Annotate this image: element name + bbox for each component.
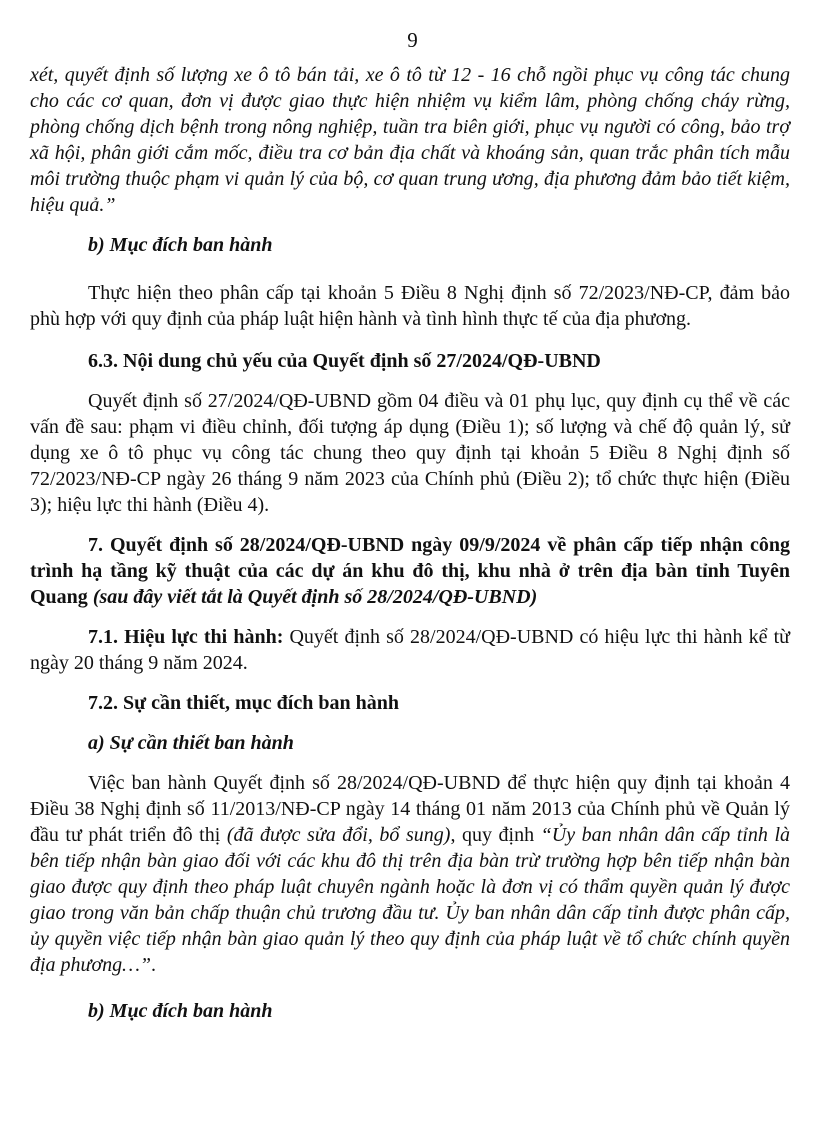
paragraph-6-3: Quyết định số 27/2024/QĐ-UBND gồm 04 điều và 01 phụ lục, quy định cụ thể về các vấn đề sau: phạm vi điều chỉnh, đối tượng áp dụng (Điều 1); số lượng và chế độ quản lý, sử dụng xe ô tô phục vụ công tác chung theo quy định tại khoản 5 Điều 8 Nghị định số 72/2023/NĐ-CP ngày 26 tháng 9 năm 2023 của Chính phủ (Điều 2); tổ chức thực hiện (Điều 3); hiệu lực thi hành (Điều 4). [30, 390, 790, 516]
quote-continuation: xét, quyết định số lượng xe ô tô bán tải, xe ô tô từ 12 - 16 chỗ ngồi phục vụ công tác chung cho các cơ quan, đơn vị được giao thực hiện nhiệm vụ kiểm lâm, phòng chống cháy rừng, phòng chống dịch bệnh trong nông nghiệp, tuần tra biên giới, phục vụ người có công, bảo trợ xã hội, phân giới cắm mốc, điều tra cơ bản địa chất và khoáng sản, quan trắc phân tích mẫu môi trường thuộc phạm vi quản lý của bộ, cơ quan trung ương, địa phương đảm bảo tiết kiệm, hiệu quả.” [30, 64, 790, 216]
heading-b-purpose-2: b) Mục đích ban hành [88, 1000, 273, 1022]
paragraph-a-necessity [30, 770, 790, 978]
text-7-1: Quyết định số 28/2024/QĐ-UBND có hiệu lực thi hành kể từ ngày 20 tháng 9 năm 2024. [30, 626, 790, 674]
necessity-text: Việc ban hành Quyết định số 28/2024/QĐ-UBND để thực hiện quy định tại khoản 4 Điều 38 Nghị định số 11/2013/NĐ-CP ngày 14 tháng 01 năm 2013 của Chính phủ về Quản lý đầu tư phát triển đô thị [30, 772, 790, 846]
paragraph-7-1 [30, 624, 790, 676]
section-7-abbrev: (sau đây viết tắt là Quyết định số 28/2024/QĐ-UBND) [92, 586, 538, 608]
heading-a-necessity: a) Sự cần thiết ban hành [88, 732, 294, 754]
necessity-end: . [151, 954, 157, 976]
necessity-quote: “Ủy ban nhân dân cấp tỉnh là bên tiếp nhận bàn giao đối với các khu đô thị trên địa bàn trừ trường hợp bên tiếp nhận bàn giao được quy định theo pháp luật chuyên ngành hoặc là đơn vị có thẩm quyền quản lý được giao trong văn bản chấp thuận chủ trương đầu tư. Ủy ban nhân dân cấp tỉnh được phân cấp, ủy quyền việc tiếp nhận bàn giao quản lý theo quy định của pháp luật về tổ chức chính quyền địa phương…” [30, 824, 791, 976]
page-number: 9 [407, 28, 418, 52]
label-7-1: 7.1. Hiệu lực thi hành: [88, 626, 284, 648]
necessity-note: (đã được sửa đổi, bổ sung) [226, 824, 451, 846]
heading-b-purpose: b) Mục đích ban hành [88, 234, 273, 256]
heading-6-3: 6.3. Nội dung chủ yếu của Quyết định số 27/2024/QĐ-UBND [88, 350, 601, 372]
necessity-text-2: , quy định [450, 824, 541, 846]
section-7-title: 7. Quyết định số 28/2024/QĐ-UBND ngày 09/9/2024 về phân cấp tiếp nhận công trình hạ tầng kỹ thuật của các dự án khu đô thị, khu nhà ở trên địa bàn tỉnh Tuyên Quang [30, 534, 790, 608]
heading-7-2: 7.2. Sự cần thiết, mục đích ban hành [88, 692, 399, 714]
heading-section-7 [30, 532, 790, 610]
document-body [30, 62, 790, 1024]
paragraph-purpose: Thực hiện theo phân cấp tại khoản 5 Điều 8 Nghị định số 72/2023/NĐ-CP, đảm bảo phù hợp với quy định của pháp luật hiện hành và tình hình thực tế của địa phương. [30, 282, 790, 330]
